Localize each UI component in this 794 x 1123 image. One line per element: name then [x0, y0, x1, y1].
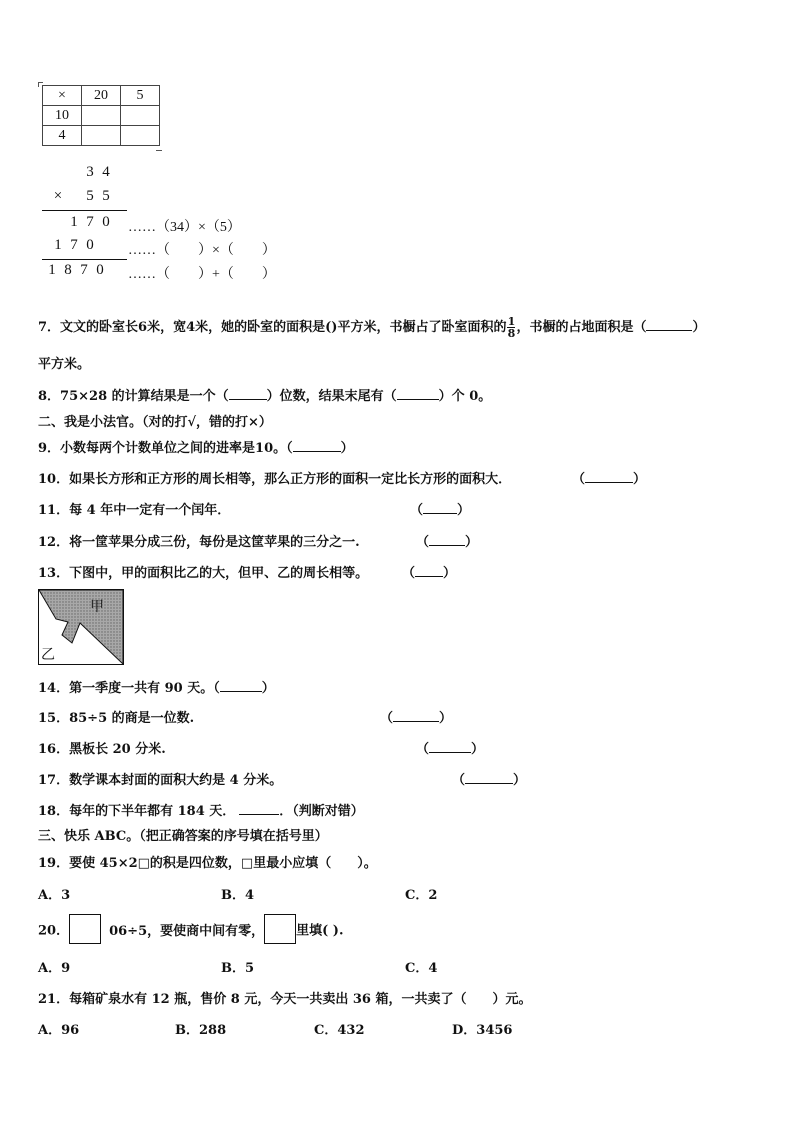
question-12: 12．将一筐苹果分成三份，每份是这筐苹果的三分之一.	[38, 535, 360, 550]
answer-cell[interactable]	[82, 106, 121, 126]
question-13: 13．下图中，甲的面积比乙的大，但甲、乙的周长相等。	[38, 566, 369, 581]
answer-blank[interactable]	[646, 318, 692, 331]
option-d[interactable]: D．3456	[452, 1023, 513, 1038]
digit-box[interactable]	[264, 914, 296, 944]
fraction: $\frac{1}{8}$	[507, 315, 516, 340]
question-16: 16．黑板长 20 分米.	[38, 742, 166, 757]
answer-cell[interactable]	[121, 106, 160, 126]
answer-blank[interactable]	[415, 564, 443, 577]
multiplication-table	[42, 85, 160, 146]
option-c[interactable]: C．2	[405, 888, 438, 903]
label-yi: 乙	[41, 647, 55, 663]
table-row	[43, 126, 160, 146]
question-15: 15．85÷5 的商是一位数.	[38, 711, 195, 726]
question-7: 7．文文的卧室长6米，宽4米，她的卧室的面积是()平方米，书橱占了卧室面积的 $\frac{1}{8}$ ，书橱的占地面积是（ ）	[38, 315, 706, 340]
area-figure-svg	[38, 589, 124, 665]
table-row	[43, 86, 160, 106]
answer-blank[interactable]	[293, 439, 341, 452]
answer-blank[interactable]	[429, 533, 465, 546]
answer-blank[interactable]	[585, 470, 633, 483]
question-15-answer: （ ）	[380, 711, 453, 726]
option-b[interactable]: B．288	[175, 1023, 227, 1038]
option-a[interactable]: A．3	[38, 888, 71, 903]
answer-cell[interactable]	[82, 126, 121, 146]
table-cell: 10	[43, 106, 82, 126]
vm-line	[42, 210, 127, 211]
question-12-answer: （ ）	[416, 535, 479, 550]
table-cell: ×	[43, 86, 82, 106]
question-17-answer: （ ）	[452, 773, 527, 788]
answer-blank[interactable]	[229, 387, 267, 400]
question-7-cont: 平方米。	[38, 357, 91, 372]
question-8: 8．75×28 的计算结果是一个（ ）位数，结果末尾有（ ）个 0。	[38, 389, 492, 404]
label-jia: 甲	[90, 599, 104, 615]
question-18: 18．每年的下半年都有 184 天． ．（判断对错）	[38, 804, 364, 819]
answer-blank[interactable]	[220, 679, 262, 692]
vm-note-1: ……（34）×（5）	[128, 220, 241, 235]
answer-blank[interactable]	[239, 802, 279, 815]
section-3-heading: 三、快乐 ABC。（把正确答案的序号填在括号里）	[38, 829, 328, 844]
vm-partial-1: 1 7 0	[70, 214, 110, 230]
crop-mark	[38, 82, 39, 87]
vm-note-3: ……（ ）+（ ）	[128, 267, 276, 282]
digit-box[interactable]	[69, 914, 101, 944]
vm-top: 3 4	[86, 164, 110, 180]
table-cell: 5	[121, 86, 160, 106]
question-14: 14．第一季度一共有 90 天。（ ）	[38, 681, 275, 696]
option-c[interactable]: C．4	[405, 961, 438, 976]
crop-mark	[156, 150, 162, 151]
vm-partial-2: 1 7 0	[54, 237, 94, 253]
question-19: 19．要使 45×2□的积是四位数，□里最小应填（ ）。	[38, 856, 377, 871]
question-9: 9．小数每两个计数单位之间的进率是10。（ ）	[38, 441, 354, 456]
question-11: 11．每 4 年中一定有一个闰年．	[38, 503, 231, 518]
option-a[interactable]: A．9	[38, 961, 71, 976]
vm-second: × 5 5	[53, 188, 110, 204]
question-10-answer: （ ）	[572, 472, 647, 487]
answer-blank[interactable]	[393, 709, 439, 722]
option-b[interactable]: B．4	[221, 888, 255, 903]
vm-result: 1 8 7 0	[48, 262, 104, 278]
option-a[interactable]: A．96	[38, 1023, 80, 1038]
answer-blank[interactable]	[465, 771, 513, 784]
question-11-answer: （ ）	[410, 503, 471, 518]
answer-blank[interactable]	[429, 740, 471, 753]
question-10: 10．如果长方形和正方形的周长相等，那么正方形的面积一定比长方形的面积大．	[38, 472, 512, 487]
vm-line	[42, 259, 127, 260]
section-2-heading: 二、我是小法官。（对的打√，错的打×）	[38, 415, 272, 430]
vm-note-2: ……（ ）×（ ）	[128, 243, 276, 258]
question-13-answer: （ ）	[402, 566, 457, 581]
question-17: 17．数学课本封面的面积大约是 4 分米。	[38, 773, 283, 788]
question-21: 21．每箱矿泉水有 12 瓶，售价 8 元，今天一共卖出 36 箱，一共卖了（ ）元。	[38, 992, 532, 1007]
answer-cell[interactable]	[121, 126, 160, 146]
option-c[interactable]: C．432	[314, 1023, 365, 1038]
table-cell: 4	[43, 126, 82, 146]
area-figure	[38, 589, 124, 665]
table-cell: 20	[82, 86, 121, 106]
table-row	[43, 106, 160, 126]
answer-blank[interactable]	[397, 387, 439, 400]
option-b[interactable]: B．5	[221, 961, 255, 976]
answer-blank[interactable]	[423, 501, 457, 514]
question-20: 20． 06÷5，要使商中间有零， 里填( ).	[38, 914, 343, 944]
question-16-answer: （ ）	[416, 742, 485, 757]
